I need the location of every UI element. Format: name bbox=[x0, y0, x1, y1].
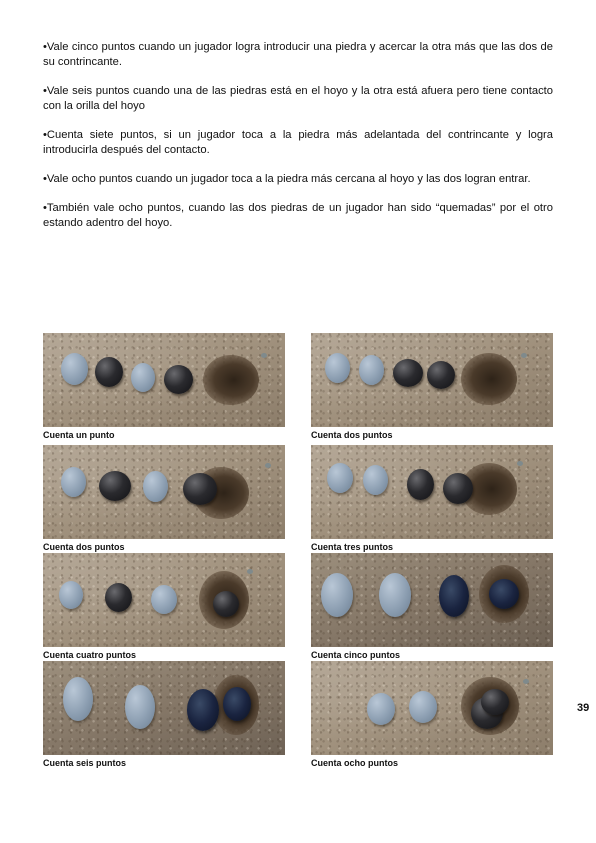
photo bbox=[43, 661, 285, 755]
pebble bbox=[523, 679, 529, 684]
black-stone bbox=[443, 473, 473, 504]
figure-caption: Cuenta tres puntos bbox=[311, 542, 394, 552]
gray-stone bbox=[59, 581, 83, 609]
figure-seis-puntos bbox=[43, 661, 285, 769]
gray-stone bbox=[131, 363, 155, 392]
black-stone bbox=[187, 689, 219, 731]
gray-stone bbox=[367, 693, 395, 725]
gray-stone bbox=[61, 467, 86, 497]
figure-caption: Cuenta ocho puntos bbox=[311, 758, 398, 768]
pebble bbox=[517, 461, 523, 466]
gray-stone bbox=[61, 353, 88, 385]
photo bbox=[311, 333, 553, 427]
gray-stone bbox=[379, 573, 411, 617]
black-stone bbox=[427, 361, 455, 389]
black-stone bbox=[481, 689, 509, 715]
black-stone bbox=[213, 591, 239, 617]
photo bbox=[311, 553, 553, 647]
black-stone bbox=[183, 473, 217, 505]
figure-caption: Cuenta dos puntos bbox=[43, 542, 125, 552]
gray-stone bbox=[151, 585, 177, 614]
photo bbox=[43, 553, 285, 647]
page-number: 39 bbox=[577, 702, 590, 714]
paragraph: •Vale ocho puntos cuando un jugador toca a la piedra más cercana al hoyo y las dos logran entrar. bbox=[43, 173, 531, 185]
figure-un-punto bbox=[43, 333, 285, 441]
photo bbox=[311, 661, 553, 755]
gray-stone bbox=[327, 463, 353, 493]
pebble bbox=[261, 353, 267, 358]
figure-caption: Cuenta cuatro puntos bbox=[43, 650, 137, 660]
figure-caption: Cuenta seis puntos bbox=[43, 758, 127, 768]
hole bbox=[461, 353, 517, 405]
pebble bbox=[521, 353, 527, 358]
pebble bbox=[247, 569, 253, 574]
black-stone bbox=[99, 471, 131, 501]
gray-stone bbox=[363, 465, 388, 495]
hole bbox=[203, 355, 259, 405]
figure-ocho-puntos bbox=[311, 661, 553, 769]
figure-caption: Cuenta dos puntos bbox=[311, 430, 393, 440]
photo bbox=[43, 333, 285, 427]
figure-dos-puntos bbox=[311, 333, 553, 441]
gray-stone bbox=[409, 691, 437, 723]
figure-dos-puntos bbox=[43, 445, 285, 553]
figure-caption: Cuenta un punto bbox=[43, 430, 115, 440]
paragraph: •Vale seis puntos cuando una de las piedras está en el hoyo y la otra está afuera pero tiene contacto con la orilla del hoyo bbox=[43, 85, 553, 112]
figure-caption: Cuenta cinco puntos bbox=[311, 650, 401, 660]
paragraph: •Vale cinco puntos cuando un jugador logra introducir una piedra y acercar la otra más que las dos de su contrincante. bbox=[43, 41, 553, 68]
body-text bbox=[43, 40, 553, 245]
gray-stone bbox=[325, 353, 350, 383]
figure-cuatro-puntos bbox=[43, 553, 285, 661]
black-stone bbox=[439, 575, 469, 617]
gray-stone bbox=[321, 573, 353, 617]
gray-stone bbox=[63, 677, 93, 721]
figure-cinco-puntos bbox=[311, 553, 553, 661]
black-stone bbox=[407, 469, 434, 500]
black-stone bbox=[164, 365, 193, 394]
paragraph: •Cuenta siete puntos, si un jugador toca a la piedra más adelantada del contrincante y logra introducirla después del contacto. bbox=[43, 129, 553, 156]
gray-stone bbox=[125, 685, 155, 729]
black-stone bbox=[105, 583, 132, 612]
pebble bbox=[265, 463, 271, 468]
photo bbox=[43, 445, 285, 539]
black-stone bbox=[95, 357, 123, 387]
photo bbox=[311, 445, 553, 539]
paragraph: •También vale ocho puntos, cuando las dos piedras de un jugador han sido “quemadas” por el otro estando adentro del hoyo. bbox=[43, 202, 553, 229]
black-stone bbox=[223, 687, 251, 721]
black-stone bbox=[393, 359, 423, 387]
figure-tres-puntos bbox=[311, 445, 553, 553]
gray-stone bbox=[359, 355, 384, 385]
gray-stone bbox=[143, 471, 168, 502]
black-stone bbox=[489, 579, 519, 609]
